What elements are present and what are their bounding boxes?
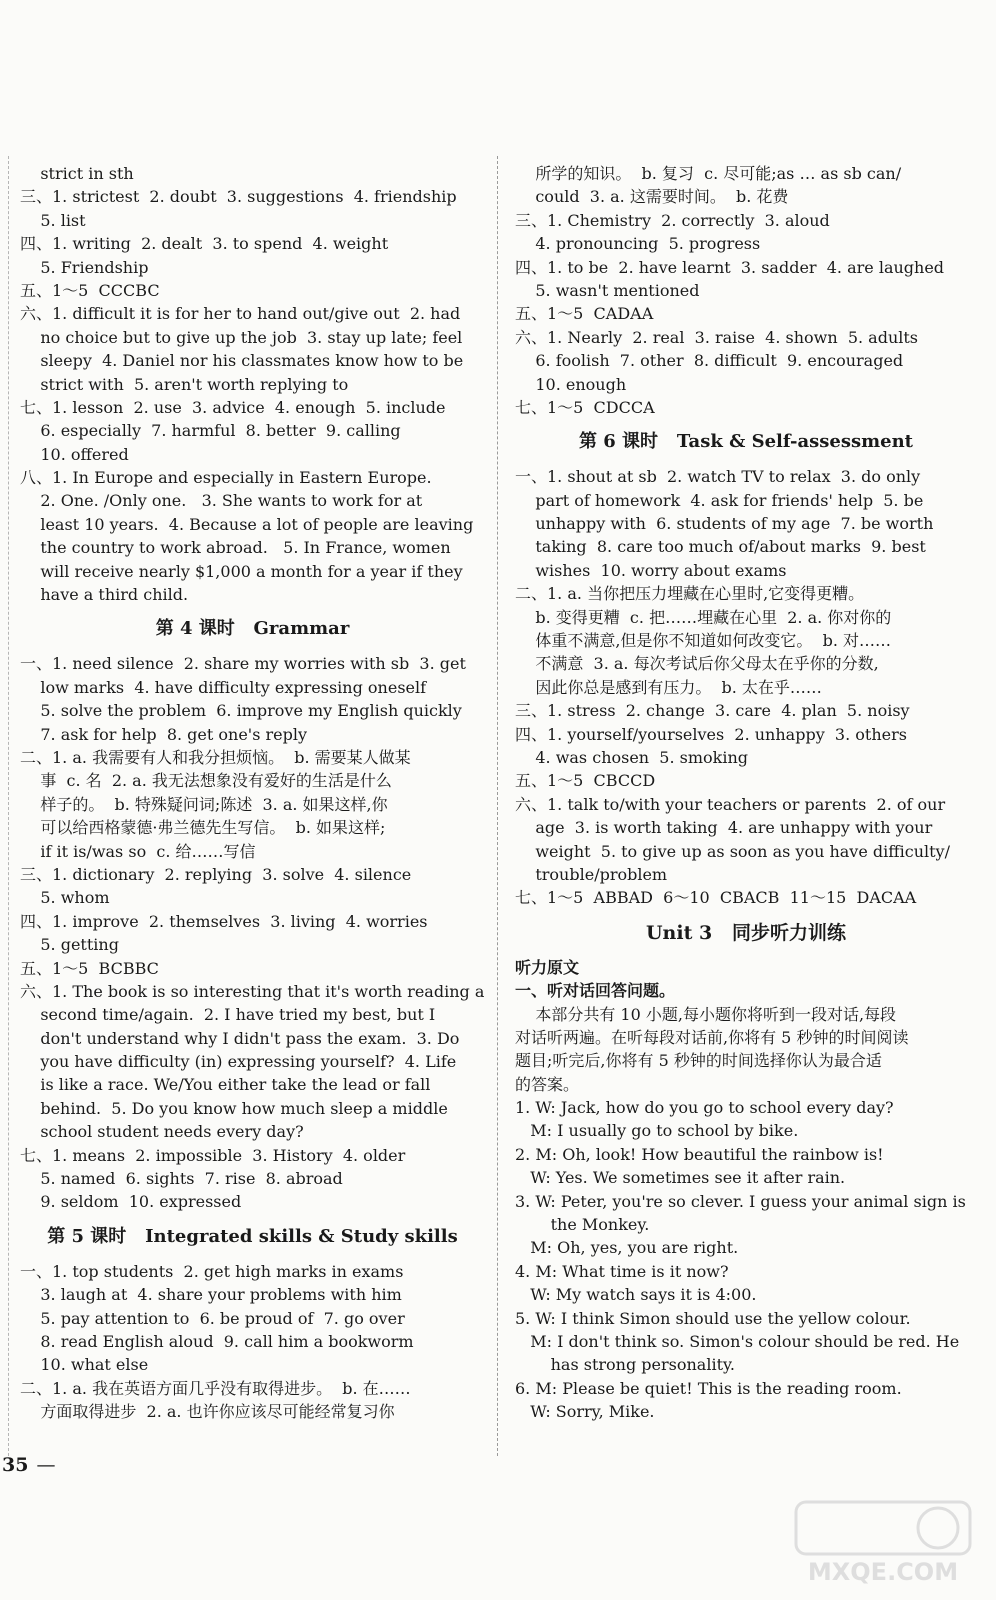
subsection-label: 听力原文 (515, 957, 580, 977)
answer-line: 三、1. stress 2. change 3. care 4. plan 5. noisy (515, 701, 910, 721)
answer-line: have a third child. (20, 585, 189, 605)
answer-line: 的答案。 (515, 1074, 580, 1094)
page-number-value: 35 (2, 1454, 29, 1476)
answer-line: 六、1. Nearly 2. real 3. raise 4. shown 5. adults (515, 327, 919, 347)
answer-line: 5. pay attention to 6. be proud of 7. go over (20, 1308, 405, 1328)
answer-line: trouble/problem (515, 864, 668, 884)
answer-line: will receive nearly $1,000 a month for a year if they (20, 561, 463, 581)
answer-line: the Monkey. (515, 1215, 650, 1235)
answer-line: 8. read English aloud 9. call him a bookworm (20, 1331, 414, 1351)
answer-line: 事 c. 名 2. a. 我无法想象没有爱好的生活是什么 (20, 771, 392, 791)
answer-line: 一、1. shout at sb 2. watch TV to relax 3. do only (515, 467, 921, 487)
answer-line: 5. named 6. sights 7. rise 8. abroad (20, 1169, 343, 1189)
answer-line: 3. W: Peter, you're so clever. I guess your animal sign is (515, 1191, 966, 1211)
answer-line: 七、1. lesson 2. use 3. advice 4. enough 5. include (20, 397, 446, 417)
answer-line: 可以给西格蒙德·弗兰德先生写信。 b. 如果这样; (20, 818, 386, 838)
answer-line: is like a race. We/You either take the lead or fall (20, 1075, 431, 1095)
answer-line: 4. M: What time is it now? (515, 1261, 729, 1281)
answer-line: 4. pronouncing 5. progress (515, 234, 761, 254)
answer-line: 五、1～5 CCCBC (20, 280, 160, 300)
answer-line: if it is/was so c. 给……写信 (20, 841, 256, 861)
answer-line: 5. list (20, 210, 86, 230)
answer-line: 3. laugh at 4. share your problems with him (20, 1285, 402, 1305)
answer-line: 对话听两遍。在听每段对话前,你将有 5 秒钟的时间阅读 (515, 1027, 909, 1047)
answer-line: 5. solve the problem 6. improve my English quickly (20, 701, 462, 721)
answer-line: 因此你总是感到有压力。 b. 太在乎…… (515, 677, 822, 697)
answer-line: 三、1. strictest 2. doubt 3. suggestions 4. friendship (20, 187, 457, 207)
answer-line: 四、1. yourself/yourselves 2. unhappy 3. others (515, 724, 907, 744)
answer-line: 二、1. a. 当你把压力埋藏在心里时,它变得更糟。 (515, 584, 865, 604)
section-heading: 第 5 课时 Integrated skills & Study skills (47, 1225, 458, 1247)
answer-line: 七、1～5 CDCCA (515, 397, 655, 417)
answer-line: 6. M: Please be quiet! This is the reading room. (515, 1378, 902, 1398)
answer-line: 方面取得进步 2. a. 也许你应该尽可能经常复习你 (20, 1402, 395, 1422)
page-number-dash: — (36, 1454, 56, 1476)
answer-line: 四、1. improve 2. themselves 3. living 4. worries (20, 911, 428, 931)
answer-line: M: I usually go to school by bike. (515, 1121, 799, 1141)
subsection-label: 一、听对话回答问题。 (515, 981, 676, 1001)
answer-line: 五、1～5 BCBBC (20, 958, 159, 978)
answer-line: 6. foolish 7. other 8. difficult 9. encouraged (515, 351, 904, 371)
answer-line: sleepy 4. Daniel nor his classmates know how to be (20, 351, 464, 371)
answer-line: 2. M: Oh, look! How beautiful the rainbow is! (515, 1144, 884, 1164)
watermark-text: MXQE.COM (807, 1558, 959, 1586)
answer-line: 六、1. talk to/with your teachers or parents 2. of our (515, 794, 946, 814)
answer-line: 6. especially 7. harmful 8. better 9. calling (20, 421, 401, 441)
answer-line: b. 变得更糟 c. 把……埋藏在心里 2. a. 你对你的 (515, 607, 892, 627)
answer-line: 题目;听完后,你将有 5 秒钟的时间选择你认为最合适 (515, 1051, 882, 1071)
right-column (515, 162, 977, 1424)
answer-line: 二、1. a. 我在英语方面几乎没有取得进步。 b. 在…… (20, 1378, 411, 1398)
answer-line: 5. wasn't mentioned (515, 280, 700, 300)
answer-line: 4. was chosen 5. smoking (515, 747, 749, 767)
section-heading: 第 4 课时 Grammar (155, 618, 350, 640)
answer-line: M: Oh, yes, you are right. (515, 1238, 739, 1258)
answer-line: 不满意 3. a. 每次考试后你父母太在乎你的分数, (515, 654, 879, 674)
answer-line: 5. whom (20, 888, 110, 908)
answer-line: could 3. a. 这需要时间。 b. 花费 (515, 187, 789, 207)
answer-line: 五、1～5 CADAA (515, 304, 654, 324)
answer-line: 所学的知识。 b. 复习 c. 尽可能;as … as sb can/ (515, 164, 902, 183)
answer-line: 7. ask for help 8. get one's reply (20, 724, 308, 744)
section-heading: 第 6 课时 Task & Self-assessment (579, 431, 913, 453)
answer-line: strict in sth (20, 164, 134, 183)
answer-line: part of homework 4. ask for friends' help 5. be (515, 490, 924, 510)
answer-line: 四、1. to be 2. have learnt 3. sadder 4. are laughed (515, 257, 945, 277)
answer-line: 样子的。 b. 特殊疑问词;陈述 3. a. 如果这样,你 (20, 794, 388, 814)
answer-line: 一、1. need silence 2. share my worries with sb 3. get (20, 654, 466, 674)
answer-line: 1. W: Jack, how do you go to school every day? (515, 1098, 894, 1118)
answer-line: least 10 years. 4. Because a lot of people are leaving (20, 514, 474, 534)
answer-line: 9. seldom 10. expressed (20, 1192, 242, 1212)
answer-line: 10. enough (515, 374, 627, 394)
answer-line: 10. what else (20, 1355, 149, 1375)
answer-line: 本部分共有 10 小题,每小题你将听到一段对话,每段 (515, 1004, 897, 1024)
answer-line: 5. Friendship (20, 257, 149, 277)
answer-line: behind. 5. Do you know how much sleep a middle (20, 1098, 448, 1118)
answer-line: school student needs every day? (20, 1122, 304, 1142)
answer-line: 5. W: I think Simon should use the yellow colour. (515, 1308, 911, 1328)
answer-line: 八、1. In Europe and especially in Eastern Europe. (20, 468, 432, 488)
answer-line: 三、1. Chemistry 2. correctly 3. aloud (515, 210, 830, 230)
answer-line: 六、1. The book is so interesting that it's worth reading a (20, 981, 485, 1001)
left-margin-rule (8, 156, 9, 1456)
unit-heading: Unit 3 同步听力训练 (645, 921, 847, 944)
answer-line: 三、1. dictionary 2. replying 3. solve 4. silence (20, 864, 412, 884)
answer-line: 2. One. /Only one. 3. She wants to work for at (20, 491, 423, 511)
answer-line: you have difficulty (in) expressing yourself? 4. Life (20, 1052, 457, 1072)
answer-line: no choice but to give up the job 3. stay up late; feel (20, 327, 463, 347)
left-column (20, 162, 485, 1424)
answer-line: 一、1. top students 2. get high marks in exams (20, 1261, 404, 1281)
answer-line: has strong personality. (515, 1355, 736, 1375)
answer-line: W: Yes. We sometimes see it after rain. (515, 1168, 846, 1188)
column-divider (497, 156, 498, 1456)
answer-line: age 3. is worth taking 4. are unhappy with your (515, 818, 933, 838)
answer-line: 六、1. difficult it is for her to hand out/give out 2. had (20, 304, 461, 324)
answer-line: don't understand why I didn't pass the exam. 3. Do (20, 1028, 460, 1048)
answer-line: 10. offered (20, 444, 129, 464)
answer-line: 七、1～5 ABBAD 6～10 CBACB 11～15 DACAA (515, 888, 917, 908)
answer-line: W: My watch says it is 4:00. (515, 1285, 757, 1305)
answer-line: low marks 4. have difficulty expressing oneself (20, 677, 427, 697)
answer-line: taking 8. care too much of/about marks 9. best (515, 537, 926, 557)
answer-line: weight 5. to give up as soon as you have difficulty/ (515, 841, 950, 861)
answer-line: 5. getting (20, 935, 119, 955)
answer-line: W: Sorry, Mike. (515, 1402, 655, 1422)
watermark-logo (788, 1498, 978, 1588)
page-number (2, 1454, 55, 1476)
answer-line: 五、1～5 CBCCD (515, 771, 656, 791)
answer-line: wishes 10. worry about exams (515, 560, 787, 580)
answer-line: second time/again. 2. I have tried my best, but I (20, 1005, 436, 1025)
answer-line: strict with 5. aren't worth replying to (20, 374, 349, 394)
answer-line: 七、1. means 2. impossible 3. History 4. older (20, 1145, 406, 1165)
answer-line: 四、1. writing 2. dealt 3. to spend 4. weight (20, 234, 389, 254)
answer-line: 体重不满意,但是你不知道如何改变它。 b. 对…… (515, 631, 892, 651)
answer-line: M: I don't think so. Simon's colour should be red. He (515, 1331, 960, 1351)
answer-line: the country to work abroad. 5. In France, women (20, 538, 451, 558)
answer-line: 二、1. a. 我需要有人和我分担烦恼。 b. 需要某人做某 (20, 747, 411, 767)
answer-line: unhappy with 6. students of my age 7. be worth (515, 514, 934, 534)
